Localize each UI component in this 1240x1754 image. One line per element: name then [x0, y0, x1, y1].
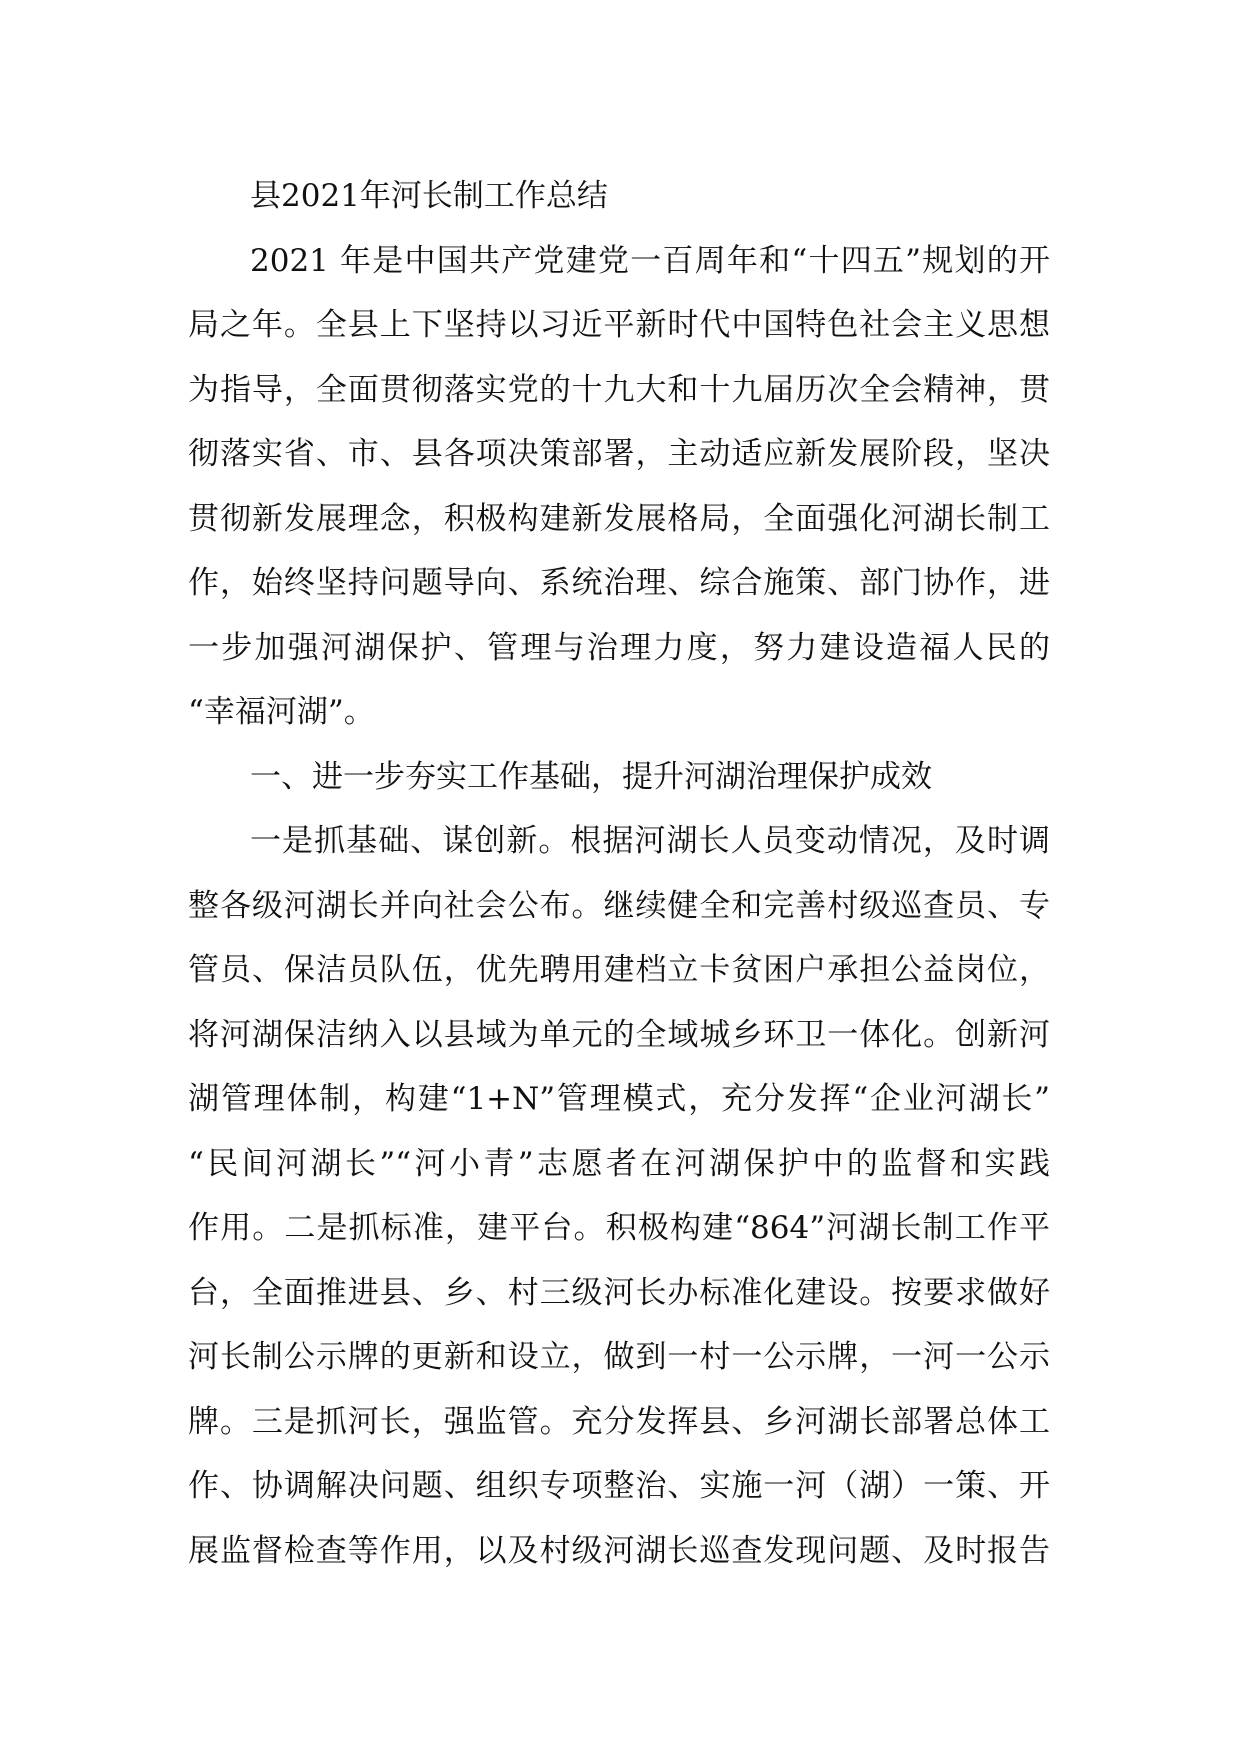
paragraph-line: 河长制公示牌的更新和设立，做到一村一公示牌，一河一公示: [188, 1339, 1050, 1375]
paragraph-line: 一步加强河湖保护、管理与治理力度，努力建设造福人民的: [188, 629, 1050, 666]
paragraph-line: 2021 年是中国共产党建党一百周年和“十四五”规划的开: [250, 242, 1050, 279]
paragraph-line: 局之年。全县上下坚持以习近平新时代中国特色社会主义思想: [188, 307, 1050, 343]
paragraph-line: 贯彻新发展理念，积极构建新发展格局，全面强化河湖长制工: [188, 500, 1050, 537]
paragraph-line: 为指导，全面贯彻落实党的十九大和十九届历次全会精神，贯: [188, 371, 1050, 408]
paragraph-line: 一是抓基础、谋创新。根据河湖长人员变动情况，及时调: [250, 823, 1050, 859]
paragraph-line: 作用。二是抓标准，建平台。积极构建“864”河湖长制工作平: [188, 1210, 1050, 1246]
paragraph-line: “幸福河湖”。: [188, 694, 375, 730]
document-title: 县2021年河长制工作总结: [250, 178, 608, 214]
paragraph-intro: [188, 229, 1050, 745]
paragraph-line: 作、协调解决问题、组织专项整治、实施一河（湖）一策、开: [188, 1468, 1050, 1504]
paragraph-line: 作，始终坚持问题导向、系统治理、综合施策、部门协作，进: [188, 565, 1050, 601]
paragraph-line: 将河湖保洁纳入以县域为单元的全域城乡环卫一体化。创新河: [188, 1016, 1050, 1053]
paragraph-line: 整各级河湖长并向社会公布。继续健全和完善村级巡查员、专: [188, 887, 1050, 924]
paragraph-line: 管员、保洁员队伍，优先聘用建档立卡贫困户承担公益岗位，: [188, 952, 1050, 988]
document-body: [188, 164, 1050, 1583]
paragraph-line: 牌。三是抓河长，强监管。充分发挥县、乡河湖长部署总体工: [188, 1403, 1050, 1440]
section-heading: 一、进一步夯实工作基础，提升河湖治理保护成效: [250, 758, 932, 795]
paragraph-line: 彻落实省、市、县各项决策部署，主动适应新发展阶段，坚决: [188, 436, 1050, 472]
paragraph-section-1: [188, 809, 1050, 1583]
paragraph-line: 湖管理体制，构建“1+N”管理模式，充分发挥“企业河湖长”: [188, 1081, 1050, 1117]
paragraph-line: 台，全面推进县、乡、村三级河长办标准化建设。按要求做好: [188, 1274, 1050, 1311]
paragraph-line: “民间河湖长”“河小青”志愿者在河湖保护中的监督和实践: [188, 1145, 1050, 1182]
paragraph-line: 展监督检查等作用，以及村级河湖长巡查发现问题、及时报告: [188, 1532, 1050, 1569]
